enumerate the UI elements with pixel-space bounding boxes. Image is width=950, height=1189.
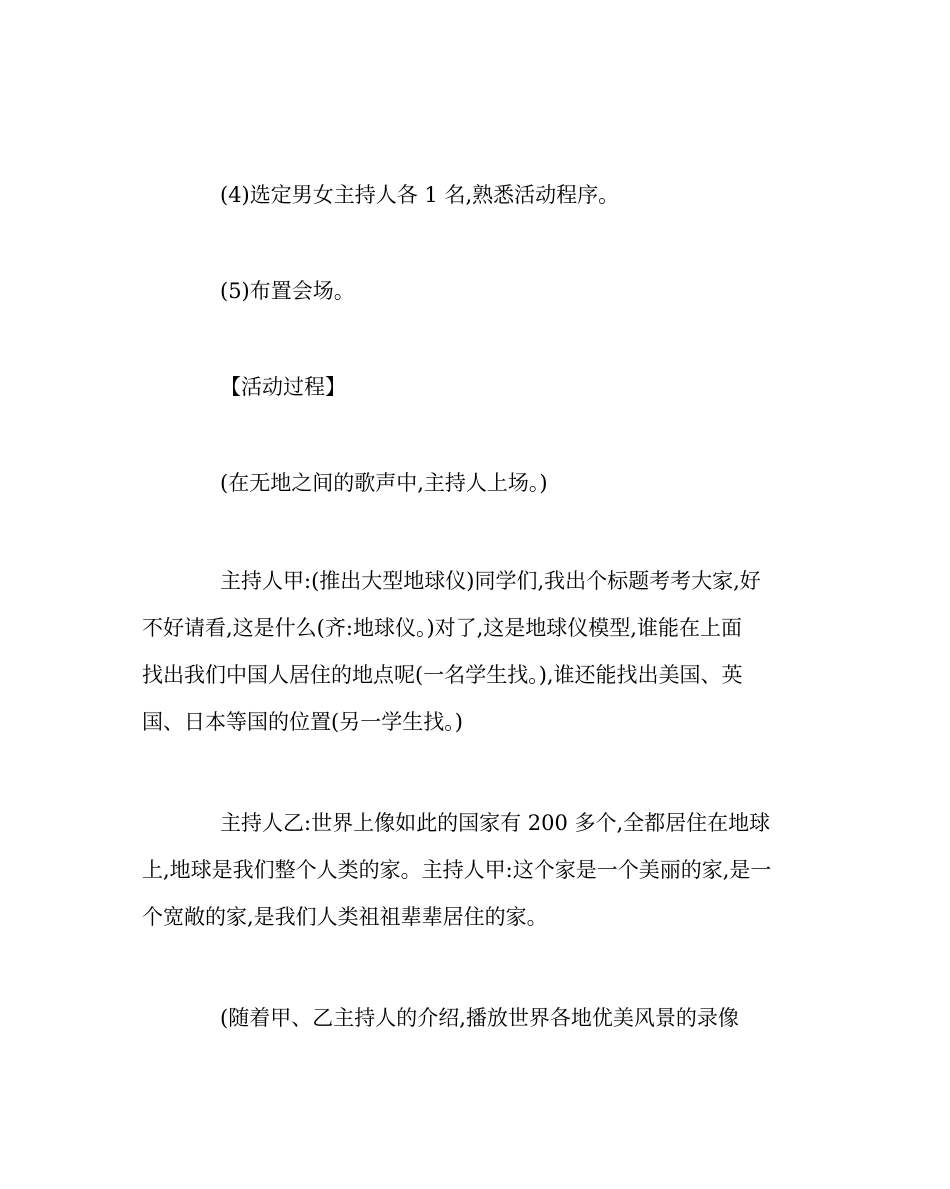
paragraph-venue-setup <box>142 268 812 315</box>
text-line: (随着甲、乙主持人的介绍,播放世界各地优美风景的录像 <box>220 1006 739 1030</box>
text-line: (4)选定男女主持人各 1 名,熟悉活动程序。 <box>220 183 620 207</box>
text-line: 个宽敞的家,是我们人类祖祖辈辈居住的家。 <box>142 905 548 929</box>
paragraph-stage-direction-video <box>142 995 812 1042</box>
text-line: 国、日本等国的位置(另一学生找。) <box>142 710 463 734</box>
text-line: 主持人乙:世界上像如此的国家有 200 多个,全都居住在地球 <box>220 811 771 835</box>
section-heading: 【活动过程】 <box>220 375 346 399</box>
paragraph-host-selection <box>142 172 812 219</box>
text-line: 不好请看,这是什么(齐:地球仪。)对了,这是地球仪模型,谁能在上面 <box>142 616 742 640</box>
text-line: 找出我们中国人居住的地点呢(一名学生找。),谁还能找出美国、英 <box>142 663 743 687</box>
paragraph-host-a-globe <box>142 558 812 746</box>
paragraph-host-b-countries <box>142 800 812 941</box>
text-line: 上,地球是我们整个人类的家。主持人甲:这个家是一个美丽的家,是一 <box>142 858 772 882</box>
text-line: (在无地之间的歌声中,主持人上场。) <box>220 471 548 495</box>
text-line: 主持人甲:(推出大型地球仪)同学们,我出个标题考考大家,好 <box>220 569 761 593</box>
section-heading-activity-process <box>142 364 812 411</box>
text-line: (5)布置会场。 <box>220 279 355 303</box>
paragraph-stage-direction-entrance <box>142 460 812 507</box>
